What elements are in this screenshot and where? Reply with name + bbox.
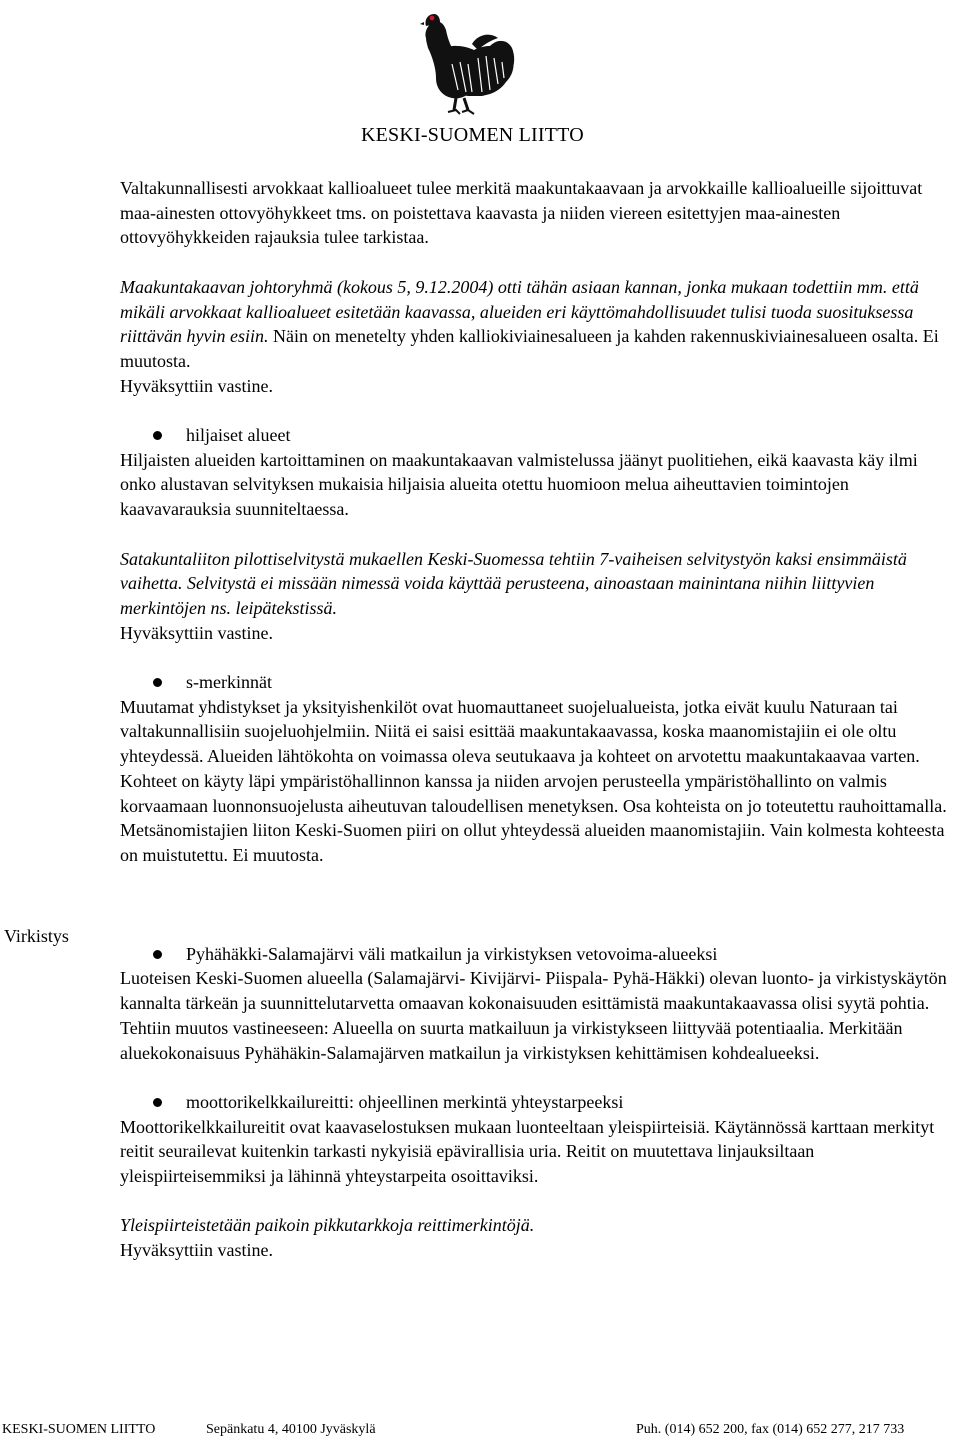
bullet-title: s-merkinnät <box>186 672 272 692</box>
capercaillie-logo-icon <box>412 4 520 120</box>
bullet-pyhahakki <box>120 942 958 967</box>
paragraph-hiljaiset: Hiljaisten alueiden kartoittaminen on maakuntakaavan valmistelussa jäänyt puolitiehen, eikä kaavasta käy ilmi onko alustavan selvityksen mukaisia hiljaisia alueita otettu huomioon melua aiheuttavien toimintojen kaavavarauksia suunniteltaessa. <box>120 449 918 520</box>
section-label-virkistys: Virkistys <box>4 926 69 946</box>
accepted-line: Hyväksyttiin vastine. <box>120 622 273 643</box>
bullet-icon <box>153 678 162 687</box>
org-name-header: KESKI-SUOMEN LIITTO <box>361 124 584 146</box>
paragraph-moottorikelkkailu: Moottorikelkkailureitit ovat kaavaselostuksen mukaan luonteeltaan yleispiirteisiä. Käytännössä karttaan merkityt reitit seurailevat kuitenkin tarkasti nykyisiä epävirallisia uria. Reitit on muutettava linjauksiltaan yleispiirteisemmiksi ja lähinnä yhteystarpeita osoittaviksi. <box>120 1116 935 1186</box>
bullet-icon <box>153 1098 162 1107</box>
footer-org: KESKI-SUOMEN LIITTO <box>2 1422 156 1437</box>
accepted-line: Hyväksyttiin vastine. <box>120 375 273 396</box>
response-conclusion: Näin on menetelty yhden kalliokiviainesalueen ja kahden rakennuskiviainesalueen osalta. Ei muutosta. <box>120 326 939 371</box>
paragraph-s-merkinnat: Muutamat yhdistykset ja yksityishenkilöt ovat huomauttaneet suojelualueista, jotka eivät kuulu Naturaan tai valtakunnallisiin suojeluohjelmiin. Niitä ei saisi esittää maakuntakaavassa, koska maanomistajiin ei ole oltu yhteydessä. Alueiden lähtökohta on voimassa oleva seutukaava ja kohteet on arvotettu maakuntakaavaa varten. Kohteet on käyty läpi ympäristöhallinnon kanssa ja niiden arvojen perusteella ympäristöhallinto on valmis korvaamaan luonnonsuojelusta aiheutuvan taloudellisen menetyksen. Osa kohteista on jo toteutettu rauhoittamalla. Metsänomistajien liiton Keski-Suomen piiri on ollut yhteydessä alueiden maanomistajiin. Vain kolmesta kohteesta on muistutettu. Ei muutosta. <box>120 696 947 865</box>
paragraph-johtoryhma <box>120 275 958 374</box>
bullet-icon <box>153 431 162 440</box>
paragraph-satakuntaliitto: Satakuntaliiton pilottiselvitystä mukaellen Keski-Suomessa tehtiin 7-vaiheisen selvitystyön kaksi ensimmäistä vaihetta. Selvitystä ei missään nimessä voida käyttää perusteena, ainoastaan mainintana niihin liittyvien merkintöjen ns. leipätekstissä. <box>120 548 907 618</box>
bullet-hiljaiset-alueet <box>120 423 958 448</box>
bullet-moottorikelkkailu <box>120 1090 958 1115</box>
paragraph-kallioalueet: Valtakunnallisesti arvokkaat kallioalueet tulee merkitä maakuntakaavaan ja arvokkaille kallioalueille sijoittuvat maa-ainesten ottovyöhykkeet tms. on poistettava kaavasta ja niiden viereen esitettyjen maa-ainesten ottovyöhykkeiden rajauksia tulee tarkistaa. <box>120 178 923 248</box>
footer-phone: Puh. (014) 652 200, fax (014) 652 277, 217 733 <box>636 1422 905 1437</box>
document-body <box>120 176 958 1263</box>
bullet-s-merkinnat <box>120 670 958 695</box>
paragraph-luoteinen: Luoteisen Keski-Suomen alueella (Salamajärvi- Kivijärvi- Piispala- Pyhä-Häkki) olevan luonto- ja virkistyskäytön kannalta tärkeän ja suunnittelutarvetta omaavan kokonaisuuden esittämistä maakuntakaavassa olisi syytä pohtia. <box>120 968 947 1014</box>
paragraph-muutos: Tehtiin muutos vastineeseen: Alueella on suurta matkailuun ja virkistykseen liittyvää potentiaalia. Merkitään aluekokonaisuus Pyhähäkin-Salamajärven matkailun ja virkistyksen kehittämisen kohdealueeksi. <box>120 1017 903 1063</box>
bullet-title: Pyhähäkki-Salamajärvi väli matkailun ja virkistyksen vetovoima-alueeksi <box>186 943 718 964</box>
bullet-title: hiljaiset alueet <box>186 425 291 445</box>
accepted-line: Hyväksyttiin vastine. <box>120 1240 273 1261</box>
italic-response: Maakuntakaavan johtoryhmä (kokous 5, 9.12.2004) otti tähän asiaan kannan, jonka mukaan todettiin mm. että mikäli arvokkaat kallioalueet esitetään kaavassa, alueiden eri käyttömahdollisuudet tulisi tuoda suosituksessa riittävän hyvin esiin. <box>120 276 919 347</box>
bullet-title: moottorikelkkailureitti: ohjeellinen merkintä yhteystarpeeksi <box>186 1091 624 1112</box>
page-footer <box>0 1422 960 1442</box>
paragraph-yleispiirteistetaan: Yleispiirteistetään paikoin pikkutarkkoja reittimerkintöjä. <box>120 1215 535 1236</box>
footer-address: Sepänkatu 4, 40100 Jyväskylä <box>206 1422 376 1437</box>
bullet-icon <box>153 950 162 959</box>
